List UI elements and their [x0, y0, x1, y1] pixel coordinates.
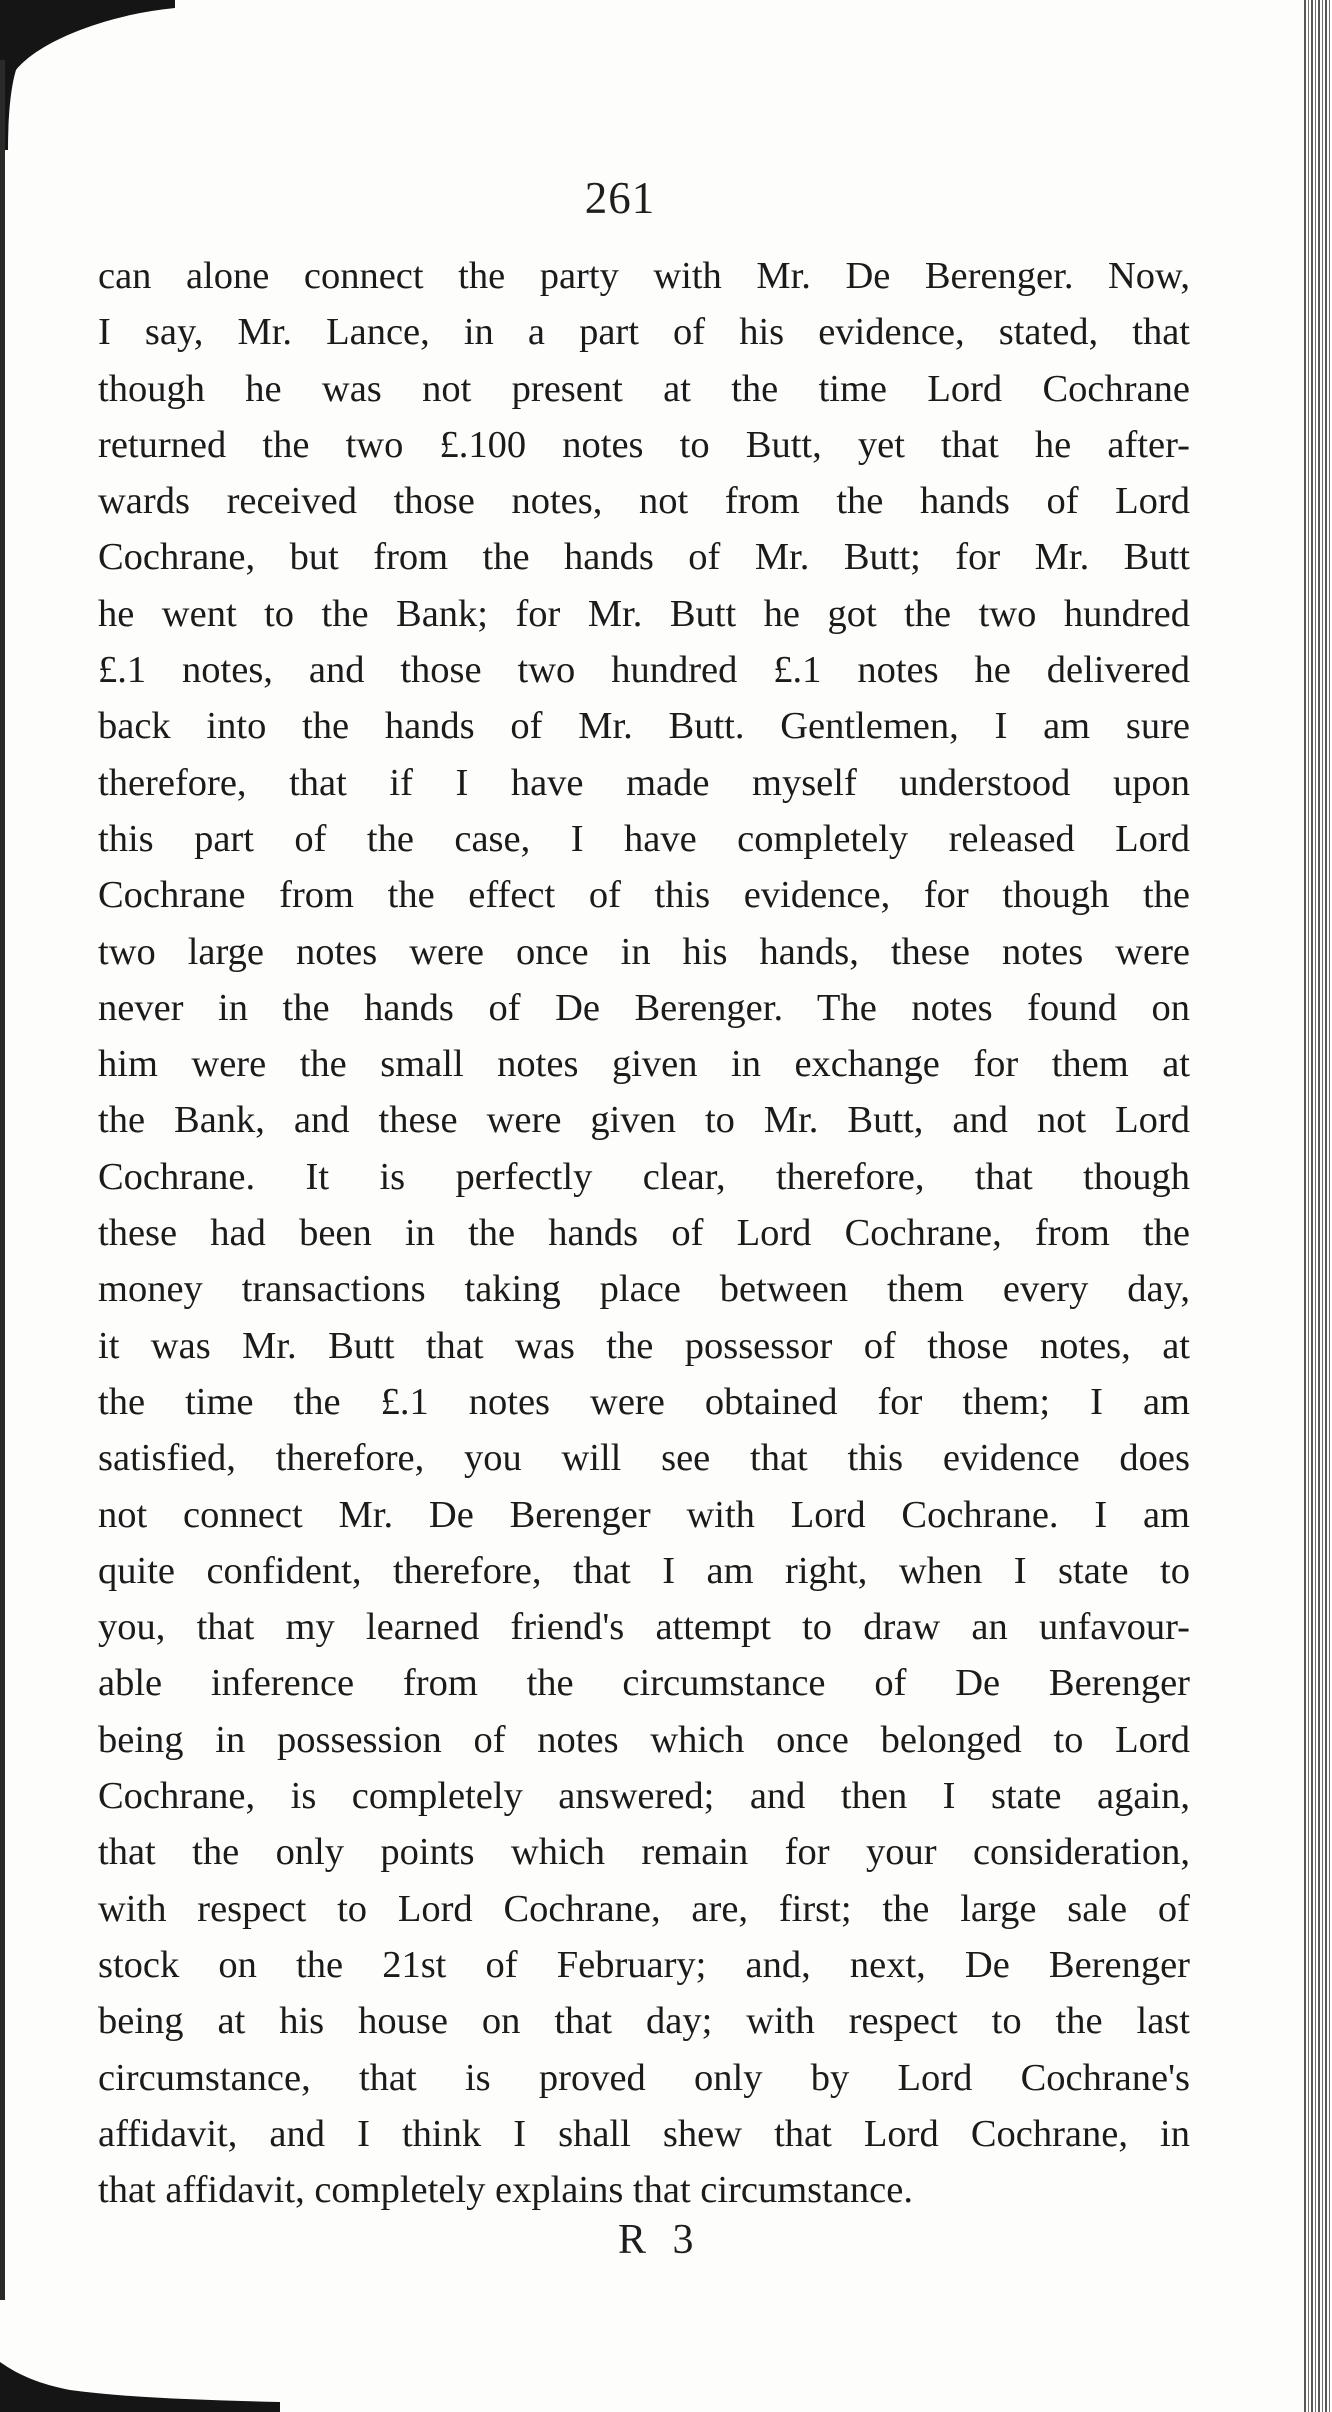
text-line: £.1 notes, and those two hundred £.1 notes he delivered — [98, 649, 1190, 692]
text-line: being in possession of notes which once belonged to Lord — [98, 1718, 1190, 1761]
text-line: money transactions taking place between them every day, — [98, 1268, 1190, 1311]
scan-corner-shadow-bottom — [0, 2352, 280, 2412]
text-line: with respect to Lord Cochrane, are, first; the large sale of — [98, 1887, 1190, 1930]
text-line: stock on the 21st of February; and, next, De Berenger — [98, 1943, 1190, 1986]
scan-left-edge — [0, 60, 5, 2300]
text-line: this part of the case, I have completely released Lord — [98, 817, 1190, 860]
text-line: quite confident, therefore, that I am right, when I state to — [98, 1549, 1190, 1592]
text-line: able inference from the circumstance of De Berenger — [98, 1662, 1190, 1705]
scan-right-edge — [1304, 0, 1332, 2412]
text-line: that the only points which remain for your consideration, — [98, 1831, 1190, 1874]
text-line: wards received those notes, not from the hands of Lord — [98, 480, 1190, 523]
text-line: Cochrane, is completely answered; and then I state again, — [98, 1775, 1190, 1818]
text-line: Cochrane. It is perfectly clear, therefore, that though — [98, 1155, 1190, 1198]
text-line: circumstance, that is proved only by Lord Cochrane's — [98, 2056, 1190, 2099]
page-number: 261 — [584, 173, 656, 223]
text-line: he went to the Bank; for Mr. Butt he got the two hundred — [98, 592, 1190, 635]
text-line: can alone connect the party with Mr. De Berenger. Now, — [98, 255, 1190, 297]
text-line: never in the hands of De Berenger. The notes found on — [98, 986, 1190, 1029]
text-line: the Bank, and these were given to Mr. Butt, and not Lord — [98, 1099, 1190, 1142]
text-line: these had been in the hands of Lord Cochrane, from the — [98, 1212, 1190, 1255]
text-line: therefore, that if I have made myself understood upon — [98, 761, 1190, 804]
text-line: him were the small notes given in exchange for them at — [98, 1043, 1190, 1086]
text-line: it was Mr. Butt that was the possessor of those notes, at — [98, 1324, 1190, 1367]
text-line: back into the hands of Mr. Butt. Gentlemen, I am sure — [98, 705, 1190, 748]
text-line: returned the two £.100 notes to Butt, yet that he after- — [98, 423, 1190, 466]
text-line: not connect Mr. De Berenger with Lord Cochrane. I am — [98, 1493, 1190, 1536]
text-line: the time the £.1 notes were obtained for them; I am — [98, 1380, 1190, 1423]
text-line: two large notes were once in his hands, these notes were — [98, 930, 1190, 973]
signature-mark: R 3 — [618, 2217, 702, 2263]
text-line: I say, Mr. Lance, in a part of his evidence, stated, that — [98, 311, 1190, 354]
text-line: that affidavit, completely explains that circumstance. — [98, 2169, 913, 2212]
text-line: Cochrane from the effect of this evidence, for though the — [98, 874, 1190, 917]
text-line: Cochrane, but from the hands of Mr. Butt; for Mr. Butt — [98, 536, 1190, 579]
scan-corner-shadow-top — [0, 0, 175, 150]
text-line: you, that my learned friend's attempt to draw an unfavour- — [98, 1606, 1190, 1649]
text-line: though he was not present at the time Lord Cochrane — [98, 367, 1190, 410]
text-line: satisfied, therefore, you will see that this evidence does — [98, 1437, 1190, 1480]
body-text — [98, 248, 1190, 2218]
text-line: being at his house on that day; with respect to the last — [98, 2000, 1190, 2043]
text-line: affidavit, and I think I shall shew that Lord Cochrane, in — [98, 2112, 1190, 2155]
